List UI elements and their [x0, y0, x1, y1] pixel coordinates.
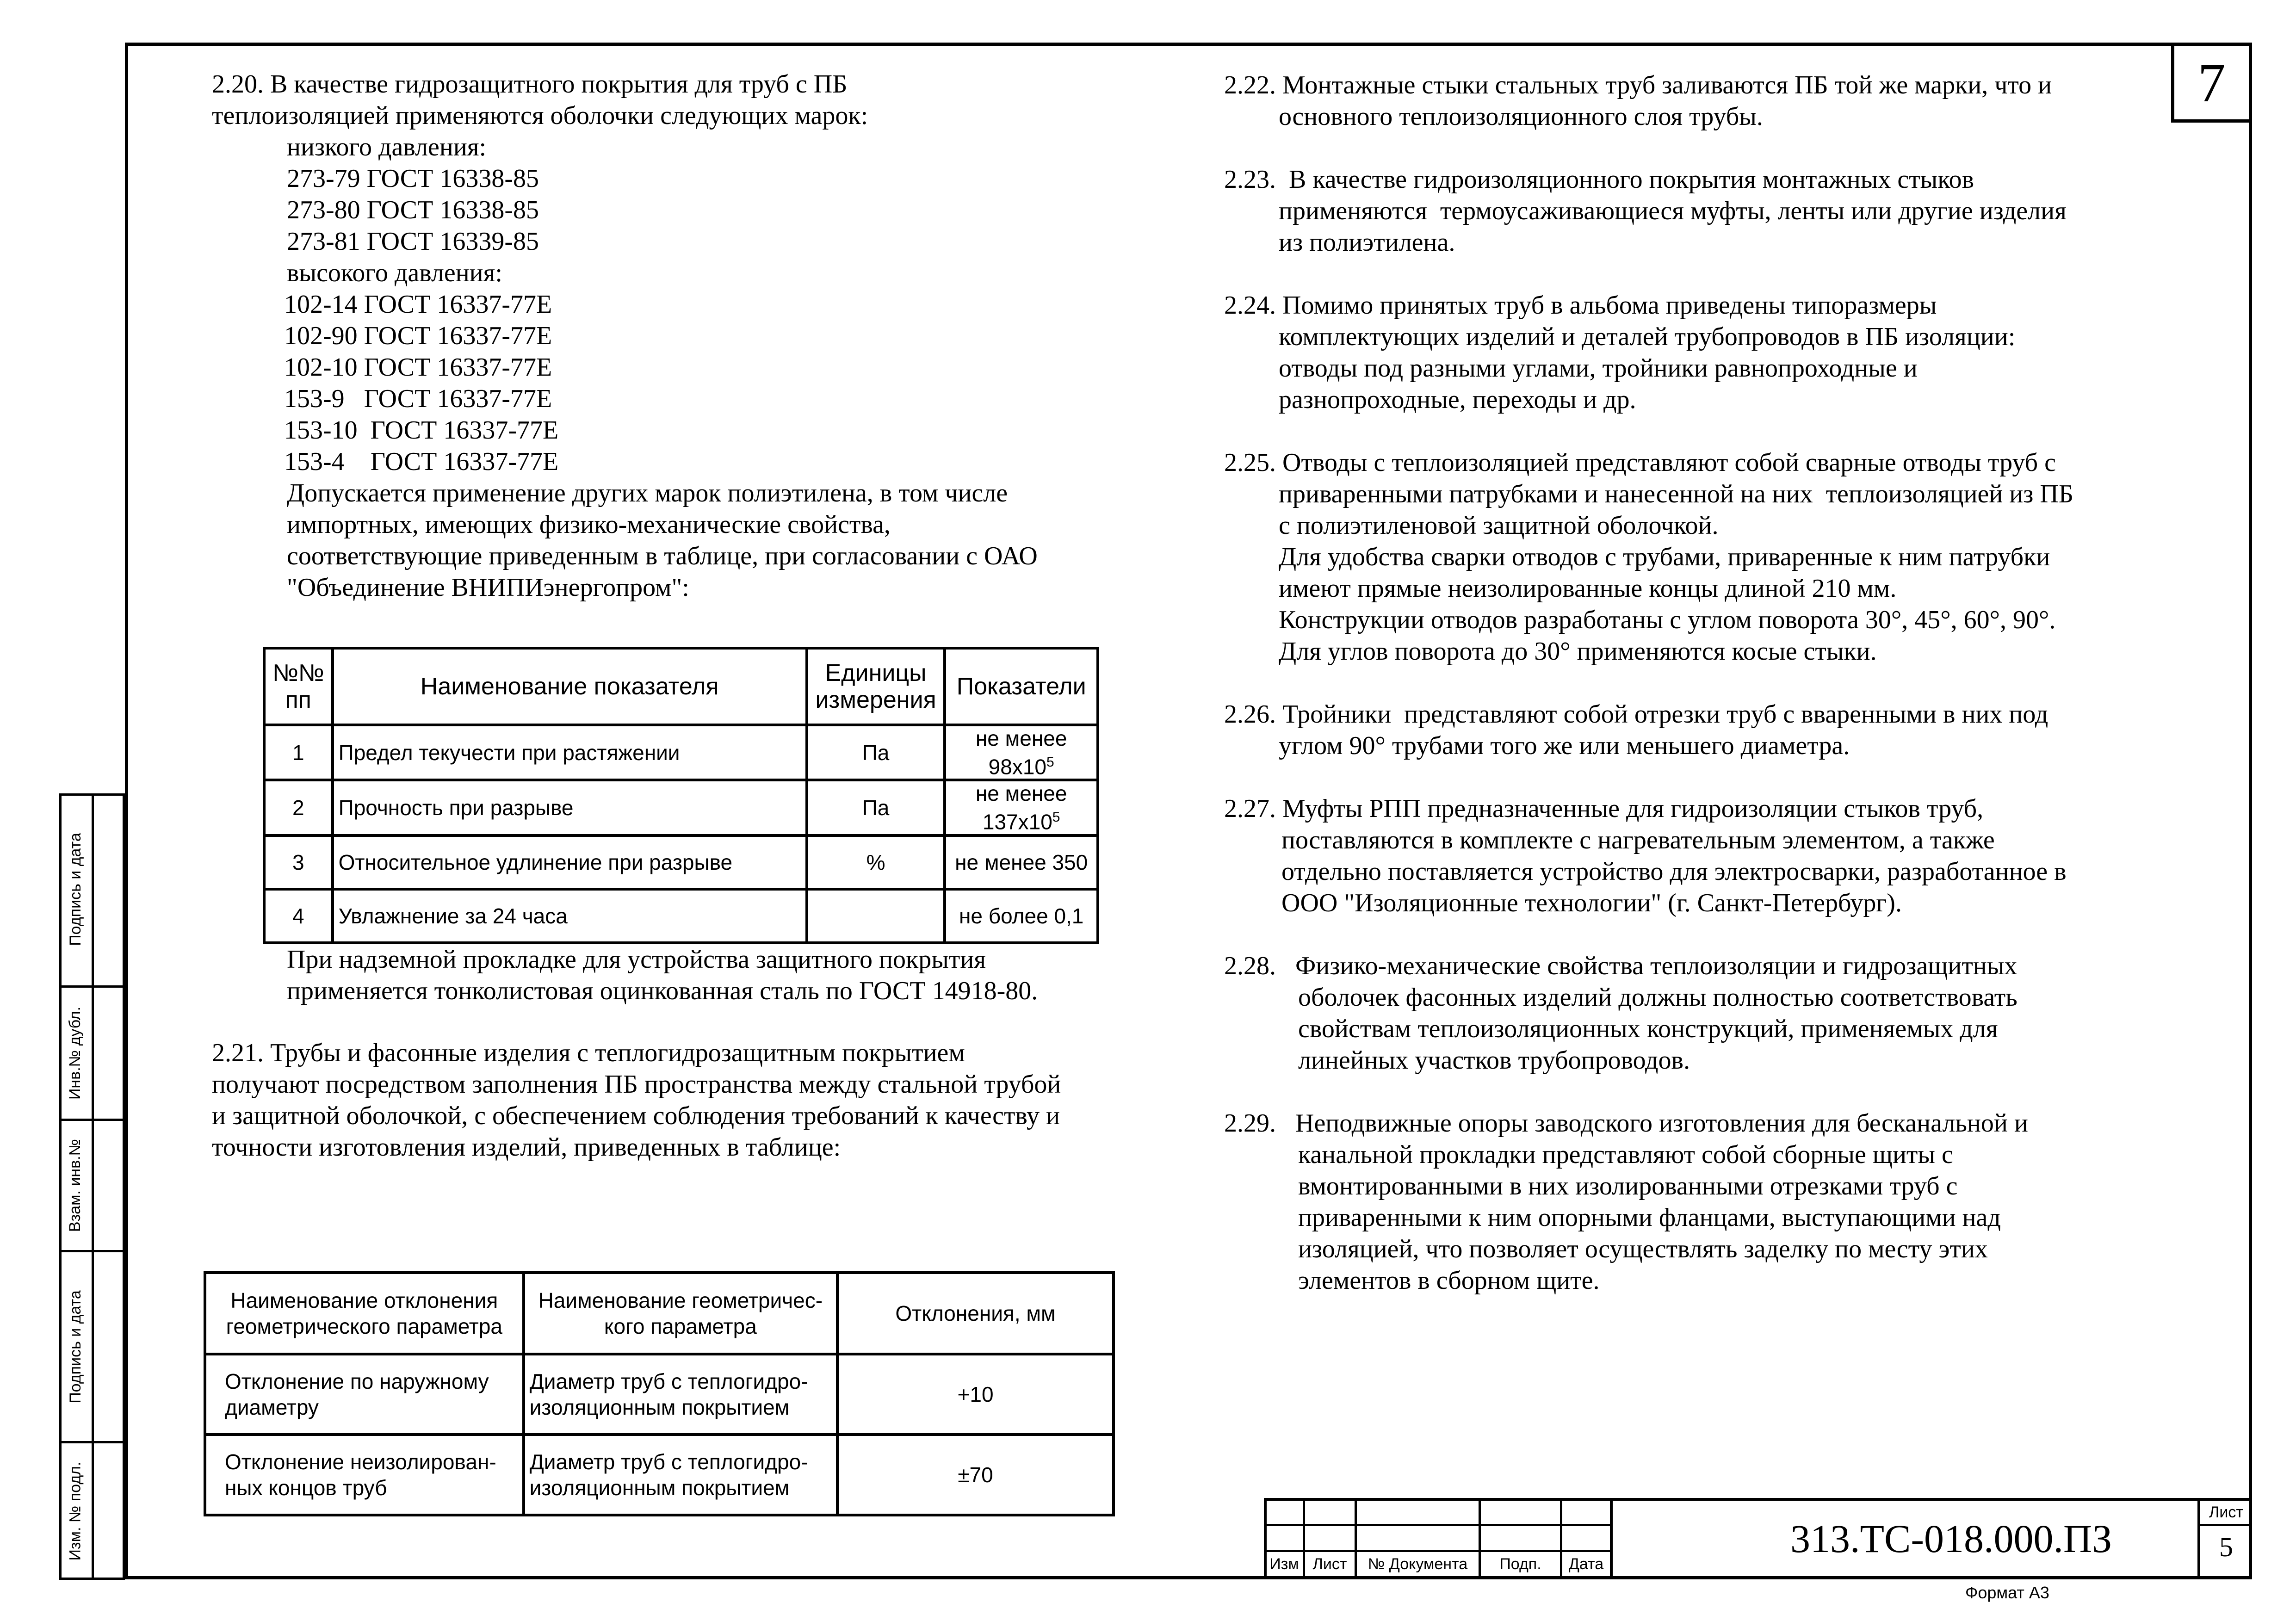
p228-line: оболочек фасонных изделий должны полностью соответствовать [1298, 983, 2018, 1012]
col-header-deviation: Наименование отклонения геометрического параметра [205, 1273, 524, 1354]
list-item: 273-80 ГОСТ 16338-85 [287, 196, 539, 224]
list-item: 102-10 ГОСТ 16337-77Е [284, 353, 552, 382]
stamp-divider [1610, 1498, 1613, 1579]
allowed-line: Допускается применение других марок полиэтилена, в том числе [287, 479, 1008, 507]
p221-line: и защитной оболочкой, с обеспечением соблюдения требований к качеству и [212, 1101, 1060, 1130]
format-label: Формат А3 [1965, 1583, 2049, 1602]
col-header-value: Показатели [945, 648, 1098, 725]
col-header-num: №№ пп [264, 648, 333, 725]
stamp-col-list: Лист [1312, 1555, 1347, 1573]
allowed-line: "Объединение ВНИПИэнергопром": [287, 573, 689, 602]
p224-line: разнопроходные, переходы и др. [1279, 385, 1636, 414]
deviations-table [204, 1271, 1115, 1516]
p228-line: свойствам теплоизоляционных конструкций, применяемых для [1298, 1015, 1998, 1043]
stamp-row-line [1264, 1524, 1611, 1526]
p223-line: из полиэтилена. [1279, 228, 1455, 257]
table-row: 4 Увлажнение за 24 часа не более 0,1 [264, 889, 1098, 943]
allowed-line: соответствующие приведенным в таблице, при согласовании с ОАО [287, 542, 1038, 570]
list-item: 153-9 ГОСТ 16337-77Е [284, 384, 552, 413]
col-header-value: Отклонения, мм [837, 1273, 1114, 1354]
sheet-number: 5 [2219, 1532, 2233, 1562]
stamp-row-line [1264, 1550, 1611, 1552]
document-code: 313.ТС-018.000.ПЗ [1790, 1516, 2112, 1561]
low-pressure-heading: низкого давления: [287, 133, 487, 161]
table-row: 1 Предел текучести при растяжении Па не менее $98х10^5$ [264, 725, 1098, 780]
p227-line: поставляются в комплекте с нагревательным элементом, а также [1281, 826, 1995, 854]
p224-line: комплектующих изделий и деталей трубопроводов в ПБ изоляции: [1279, 322, 2016, 351]
above-ground-line: При надземной прокладке для устройства защитного покрытия [287, 945, 986, 974]
p225-line: приваренными патрубками и нанесенной на них теплоизоляцией из ПБ [1279, 480, 2073, 508]
p229-line: приваренными к ним опорными фланцами, выступающими над [1298, 1203, 2001, 1232]
sheet-label: Лист [2209, 1503, 2243, 1521]
above-ground-line: применяется тонколистовая оцинкованная сталь по ГОСТ 14918-80. [287, 977, 1038, 1005]
page-number: 7 [2171, 43, 2252, 123]
col-header-param: Наименование геометричес-кого параметра [524, 1273, 837, 1354]
p225-line: Конструкции отводов разработаны с углом поворота 30°, 45°, 60°, 90°. [1279, 606, 2056, 634]
p222-line: 2.22. Монтажные стыки стальных труб заливаются ПБ той же марки, что и [1224, 71, 2052, 99]
p225-line: с полиэтиленовой защитной оболочкой. [1279, 511, 1719, 540]
stamp-col-date: Дата [1568, 1555, 1604, 1573]
p223-line: применяются термоусаживающиеся муфты, ленты или другие изделия [1279, 197, 2067, 225]
list-item: 153-10 ГОСТ 16337-77Е [284, 416, 559, 445]
p225-line: имеют прямые неизолированные концы длиной 210 мм. [1279, 574, 1897, 603]
col-header-unit: Единицы измерения [807, 648, 945, 725]
table-row: 3 Относительное удлинение при разрыве % не менее 350 [264, 835, 1098, 889]
stamp-row-line [2197, 1524, 2252, 1526]
list-item: 102-90 ГОСТ 16337-77Е [284, 322, 552, 350]
stamp-col-sign: Подп. [1499, 1555, 1541, 1573]
p225-line: 2.25. Отводы с теплоизоляцией представляют собой сварные отводы труб с [1224, 448, 2056, 477]
p229-line: 2.29. Неподвижные опоры заводского изготовления для бесканальной и [1224, 1109, 2028, 1138]
allowed-line: импортных, имеющих физико-механические свойства, [287, 510, 891, 539]
side-label-dup-inv: Инв.№ дубл. [66, 1006, 84, 1100]
p229-line: канальной прокладки представляют собой сборные щиты с [1298, 1140, 1953, 1169]
p221-line: получают посредством заполнения ПБ пространства между стальной трубой [212, 1070, 1061, 1099]
p229-line: изоляцией, что позволяет осуществлять заделку по месту этих [1298, 1235, 1988, 1263]
p227-line: 2.27. Муфты РПП предназначенные для гидроизоляции стыков труб, [1224, 794, 1984, 823]
p225-line: Для удобства сварки отводов с трубами, приваренные к ним патрубки [1279, 543, 2050, 571]
list-item: 273-81 ГОСТ 16339-85 [287, 227, 539, 256]
p229-line: элементов в сборном щите. [1298, 1266, 1600, 1295]
table-row: 2 Прочность при разрыве Па не менее $137х10^5$ [264, 780, 1098, 835]
stamp-col-doc: № Документа [1368, 1555, 1468, 1573]
high-pressure-heading: высокого давления: [287, 259, 502, 287]
p223-line: 2.23. В качестве гидроизоляционного покрытия монтажных стыков [1224, 165, 1974, 194]
table-row: Отклонение неизолирован-ных концов труб Диаметр труб с теплогидро-изоляционным покрытием ±70 [205, 1435, 1114, 1515]
side-label-replace-inv: Взам. инв.№ [66, 1138, 84, 1232]
p224-line: отводы под разными углами, тройники равнопроходные и [1279, 354, 1918, 383]
p221-line: 2.21. Трубы и фасонные изделия с теплогидрозащитным покрытием [212, 1039, 965, 1067]
p221-line: точности изготовления изделий, приведенных в таблице: [212, 1133, 841, 1162]
p225-line: Для углов поворота до 30° применяются косые стыки. [1279, 637, 1877, 666]
p226-line: 2.26. Тройники представляют собой отрезки труб с вваренными в них под [1224, 700, 2048, 729]
list-item: 153-4 ГОСТ 16337-77Е [284, 447, 559, 476]
p227-line: ООО "Изоляционные технологии" (г. Санкт-Петербург). [1281, 889, 1902, 917]
p220-line1: 2.20. В качестве гидрозащитного покрытия для труб с ПБ [212, 70, 848, 99]
side-label-orig-inv: Изм. № подл. [66, 1461, 84, 1560]
p228-line: 2.28. Физико-механические свойства теплоизоляции и гидрозащитных [1224, 952, 2018, 980]
col-header-name: Наименование показателя [333, 648, 807, 725]
side-label-sign-date: Подпись и дата [66, 833, 84, 946]
p228-line: линейных участков трубопроводов. [1298, 1046, 1690, 1075]
stamp-col-izm: Изм [1269, 1555, 1299, 1573]
side-divider [92, 793, 94, 1580]
p229-line: вмонтированными в них изолированными отрезками труб с [1298, 1172, 1958, 1200]
p220-line2: теплоизоляцией применяются оболочки следующих марок: [212, 101, 868, 130]
table-row: Отклонение по наружному диаметру Диаметр труб с теплогидро-изоляционным покрытием +10 [205, 1354, 1114, 1435]
properties-table [263, 647, 1099, 944]
p222-line: основного теплоизоляционного слоя трубы. [1279, 102, 1763, 131]
side-label-sign-date-2: Подпись и дата [66, 1290, 84, 1404]
list-item: 102-14 ГОСТ 16337-77Е [284, 290, 552, 319]
list-item: 273-79 ГОСТ 16338-85 [287, 164, 539, 193]
p226-line: углом 90° трубами того же или меньшего диаметра. [1279, 731, 1850, 760]
p227-line: отдельно поставляется устройство для электросварки, разработанное в [1281, 857, 2067, 886]
p224-line: 2.24. Помимо принятых труб в альбома приведены типоразмеры [1224, 291, 1937, 320]
